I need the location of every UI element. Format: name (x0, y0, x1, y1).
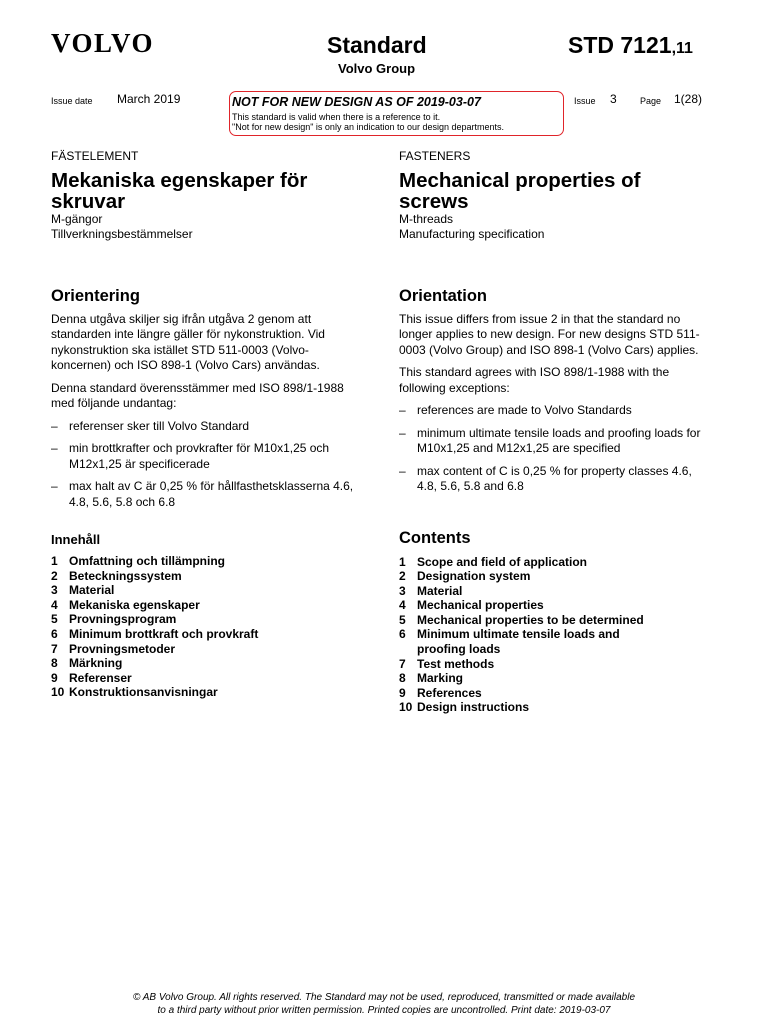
orientation-paragraph-1: Denna utgåva skiljer sig ifrån utgåva 2 genom att standarden inte längre gäller för nykonstruktion. Vid nykonstruktion ska istället STD 511-0003 (Volvo-koncernen) och ISO 898-1 (Volvo Cars) användas. (51, 311, 325, 372)
toc-item: 8 Marking (399, 671, 464, 686)
issue-value: 3 (610, 92, 617, 106)
subtitle-1: M-threads (399, 212, 454, 226)
toc-item: 1 Omfattning och tillämpning (51, 554, 225, 568)
toc-item: 2 Designation system (399, 569, 531, 584)
category-label: FÄSTELEMENT (51, 149, 139, 163)
swedish-heading-block (51, 150, 361, 242)
document-title-line-1: Mekaniska egenskaper för (51, 169, 308, 192)
subtitle-1: M-gängor (51, 212, 103, 226)
subtitle-2: Manufacturing specification (399, 227, 545, 241)
exception-bullet: – referenser sker till Volvo Standard (51, 418, 250, 433)
toc-item: 4 Mechanical properties (399, 598, 544, 613)
swedish-orientation (51, 288, 361, 510)
volvo-logo: VOLVO (51, 28, 154, 58)
notice-line-1: This standard is valid when there is a reference to it. (232, 112, 441, 122)
document-title-line-2: skruvar (51, 190, 126, 213)
footer-line-1: © AB Volvo Group. All rights reserved. The Standard may not be used, reproduced, transmitted or made available (132, 992, 636, 1003)
toc-item: 2 Beteckningssystem (51, 568, 182, 583)
document-owner: Volvo Group (338, 61, 416, 76)
toc-item: 9 References (399, 685, 482, 700)
section-heading-orientation: Orientation (399, 287, 488, 305)
section-heading-innehall: Innehåll (51, 532, 101, 547)
exception-bullet: – min brottkrafter och provkrafter för M10x1,25 och M12x1,25 är specificerade (51, 441, 330, 471)
issue-date-value: March 2019 (117, 92, 181, 106)
toc-item: 4 Mekaniska egenskaper (51, 597, 200, 612)
standard-number (568, 34, 693, 57)
toc-item: 6 Minimum brottkraft och provkraft (51, 626, 259, 641)
toc-item: 5 Provningsprogram (51, 612, 177, 627)
notice-line-2: "Not for new design" is only an indication to our design departments. (232, 122, 505, 132)
document-type-title: Standard (327, 32, 427, 58)
issue-date-label: Issue date (51, 96, 93, 106)
english-heading-block (399, 150, 709, 242)
subtitle-2: Tillverkningsbestämmelser (51, 227, 193, 241)
notice-title: NOT FOR NEW DESIGN AS OF 2019-03-07 (232, 95, 481, 109)
copyright-footer (0, 991, 768, 1017)
category-label: FASTENERS (399, 149, 471, 163)
toc-item: 3 Material (51, 583, 115, 598)
section-heading-orientering: Orientering (51, 287, 140, 305)
footer-line-2: to a third party without prior written permission. Printed copies are uncontrolled. Print date: 2019-03-07 (157, 1005, 611, 1016)
toc-item: 8 Märkning (51, 656, 123, 671)
section-heading-contents: Contents (399, 529, 471, 547)
toc-item: 5 Mechanical properties to be determined (399, 612, 644, 627)
exception-bullet: – references are made to Volvo Standards (399, 403, 632, 417)
toc-item: 10 Konstruktionsanvisningar (51, 685, 218, 700)
document-title-line-1: Mechanical properties of (399, 169, 641, 192)
page-value: 1(28) (674, 92, 703, 106)
standard-number-main: STD 7121 (568, 32, 672, 58)
page-label: Page (640, 96, 662, 106)
exception-bullet: – max halt av C är 0,25 % för hållfasthetsklasserna 4.6, 4.8, 5.6, 5.8 och 6.8 (51, 479, 354, 509)
exception-bullet: – minimum ultimate tensile loads and proofing loads for M10x1,25 and M12x1,25 are specified (399, 425, 701, 455)
orientation-paragraph-2: This standard agrees with ISO 898/1-1988 with the following exceptions: (399, 365, 670, 395)
toc-item: 3 Material (399, 583, 463, 598)
document-title-line-2: screws (399, 190, 469, 213)
table-of-contents (399, 555, 659, 716)
table-of-contents (51, 554, 361, 700)
english-orientation (399, 288, 709, 495)
toc-item: 1 Scope and field of application (399, 554, 588, 569)
issue-label: Issue (574, 96, 596, 106)
english-contents (399, 530, 709, 715)
standard-edition: ,11 (671, 40, 693, 57)
orientation-paragraph-1: This issue differs from issue 2 in that the standard no longer applies to new design. For new designs STD 511-0003 (Volvo Group) and ISO 898-1 (Volvo Cars) applies. (399, 311, 700, 357)
toc-item: 6 Minimum ultimate tensile loads and proofing loads (399, 627, 620, 657)
toc-item: 7 Test methods (399, 656, 495, 671)
exception-bullet: – max content of C is 0,25 % for property classes 4.6, 4.8, 5.6, 5.8 and 6.8 (399, 463, 692, 493)
toc-item: 9 Referenser (51, 670, 132, 685)
toc-item: 7 Provningsmetoder (51, 641, 176, 656)
orientation-paragraph-2: Denna standard överensstämmer med ISO 898/1-1988 med följande undantag: (51, 380, 344, 410)
swedish-contents (51, 533, 361, 700)
toc-item: 10 Design instructions (399, 700, 530, 715)
